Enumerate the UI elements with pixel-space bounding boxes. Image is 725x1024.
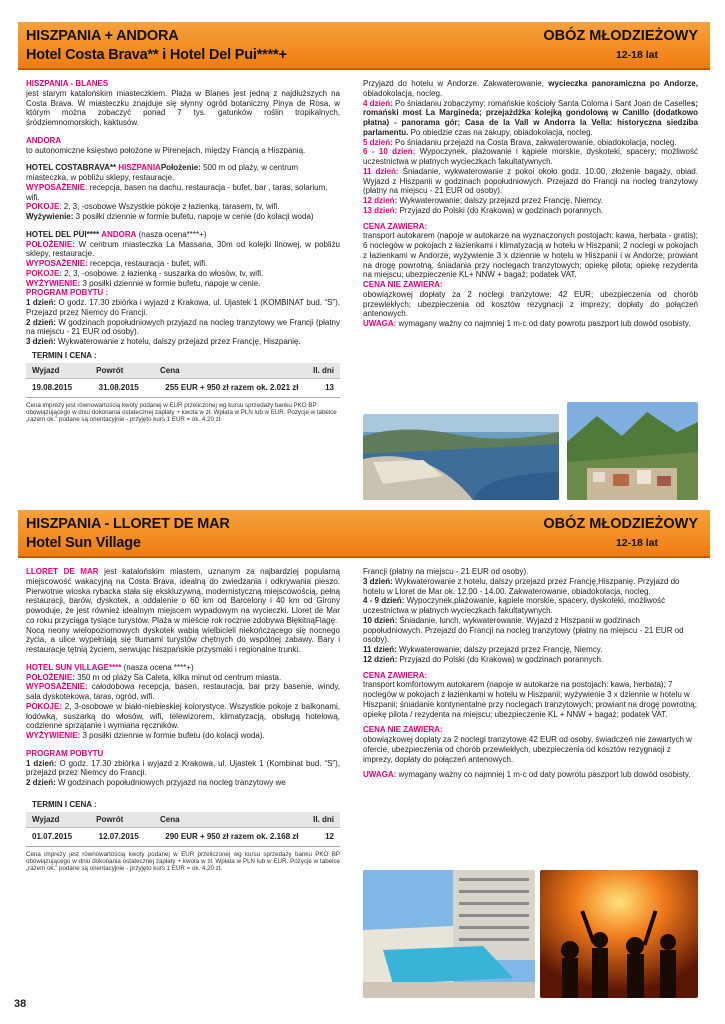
coast-city-photo xyxy=(363,414,559,500)
sv-pos-label: POŁOŻENIE: xyxy=(26,672,75,682)
s2-day2-label: 2 dzień: xyxy=(26,778,56,787)
s1-day12 xyxy=(363,196,698,206)
s2-day10-text: Śniadanie, lunch, wykwaterowanie. Wyjazd z Hiszpanii w godzinach popołudniowych. Przejazd do Francji na nocleg tranzytowy (płatny na miejscu - 21 EUR od osoby). xyxy=(363,615,684,645)
s2-warning xyxy=(363,770,698,780)
section2-title: HISZPANIA - LLORET DE MAR xyxy=(26,516,230,532)
andora-heading: ANDORA xyxy=(26,135,62,145)
term2-cell-wyjazd: 01.07.2015 xyxy=(32,832,73,842)
sun-village-position xyxy=(26,673,340,683)
hotel2-location: ANDORA xyxy=(101,229,137,239)
s2-day3 xyxy=(363,577,698,597)
s1-day3-text: Wykwaterowanie z hotelu, dalszy przejazd przez Francję, Hiszpanię. xyxy=(55,337,301,346)
hotel2-name: HOTEL DEL PUI**** xyxy=(26,229,100,239)
section1-camp-label: OBÓZ MŁODZIEŻOWY xyxy=(543,28,698,44)
sun-village-name: HOTEL SUN VILLAGE**** xyxy=(26,662,122,672)
term1-col-wyjazd: Wyjazd xyxy=(32,365,60,375)
term2-col-dni: Il. dni xyxy=(313,814,334,824)
s1-incl-heading: CENA ZAWIERA: xyxy=(363,221,428,231)
s2-day4-9-label: 4 - 9 dzień: xyxy=(363,596,405,606)
s2-day12 xyxy=(363,655,698,665)
blanes-heading: HISZPANIA - BLANES xyxy=(26,79,109,88)
andorra-mountains-photo xyxy=(567,402,698,500)
sv-room-label: POKOJE: xyxy=(26,701,63,711)
s1-warn-text: wymagany ważny co najmniej 1 m-c od daty powrotu paszport lub dowód osobisty. xyxy=(396,319,691,328)
s1-day4 xyxy=(363,99,698,138)
s1-day3 xyxy=(26,337,340,347)
sun-village-header xyxy=(26,663,340,673)
sun-village-equipment xyxy=(26,682,340,702)
disco-party-photo xyxy=(540,870,698,998)
s1-day2-label: 2 dzień: xyxy=(26,317,56,327)
s2-day2 xyxy=(26,778,340,788)
s2-day11-label: 11 dzień: xyxy=(363,645,397,654)
s1-r1-bold: wycieczka panoramiczna po Andorze, xyxy=(548,79,698,88)
s2-day12-label: 12 dzień: xyxy=(363,654,398,664)
sv-eq-label: WYPOSAŻENIE: xyxy=(26,682,88,692)
s1-r1-tail: obiadokolacja, nocleg. xyxy=(363,88,443,98)
hotel2-room: 2, 3, -osobowe. z łazienką - suszarka do włosów, tv, wifi. xyxy=(62,268,264,278)
s1-day4-tail: Po obiedzie czas na zakupy, obiadokolacja, nocleg. xyxy=(408,127,593,137)
term2-cell-cena: 290 EUR + 950 zł razem ok. 2.168 zł xyxy=(165,832,299,842)
s2-warn-label: UWAGA: xyxy=(363,770,397,780)
hotel2-rooms xyxy=(26,269,340,279)
s2-incl-text: transport komfortowym autokarem (napoje w autokarze na postojach: kawa, herbata); 7 noclegów w pokojach z łazienkami w hotelu w Hiszpanii; wyżywienie 3 x dziennie w hotelu w Hiszpanii; śniadanie kontynentalne przy noclegach tranzytowych; prowiant na drogę powrotną; opiekę pilota / rezydenta na miejscu; ubezpieczenie KL + NNW + bagaż; podatek VAT. xyxy=(363,680,697,719)
s1-warn-label: UWAGA: xyxy=(363,319,397,328)
hotel-pool-photo xyxy=(363,870,535,998)
hotel1-name: HOTEL COSTABRAVA** xyxy=(26,163,117,173)
section1-subtitle: Hotel Costa Brava** i Hotel Del Pui****+ xyxy=(26,47,287,63)
hotel1-food-text: 3 posiłki dziennie w formie bufetu, napoje w cenie (do kolacji woda) xyxy=(73,212,314,221)
term2-col-cena: Cena xyxy=(160,814,180,824)
term1-cell-powrot: 31.08.2015 xyxy=(98,383,139,393)
term2-row xyxy=(26,828,340,847)
s1-excl-heading: CENA NIE ZAWIERA: xyxy=(363,280,443,289)
hotel1-rooms xyxy=(26,202,340,212)
hotel1-location: HISZPANIA xyxy=(118,163,161,173)
s2-day11-text: Wykwaterowanie; dalszy przejazd przez Francję, Niemcy. xyxy=(396,645,603,654)
hotel2-food-label: WYŻYWIENIE: xyxy=(26,278,81,288)
term1-heading: TERMIN I CENA : xyxy=(32,350,97,360)
sv-room: 2, 3-osobowe w biało-niebieskiej kolorystyce. Wszystkie pokoje z balkonami, łodówką, suszarką do włosów, wifi, telewizorem, klimatyzacją, obsługą hotelową, codzienne sprzątanie i wymiana ręczników. xyxy=(26,701,340,731)
hotel1-room-label: POKOJE xyxy=(26,202,60,212)
s2-incl-heading: CENA ZAWIERA: xyxy=(363,670,428,680)
term1-row xyxy=(26,379,340,398)
term1-header-row xyxy=(26,363,340,380)
s1-day4-label: 4 dzień: xyxy=(363,98,393,108)
s1-day3-label: 3 dzień: xyxy=(26,337,56,346)
s1-day12-label: 12 dzień: xyxy=(363,196,398,205)
s2-day4-9-text: Wypoczynek,plażowanie, kąpiele morskie, spacery, dyskoteki, możliwość uczestnictwa w płatnych wycieczkach fakultatywnych. xyxy=(363,596,666,615)
s1-day11-label: 11 dzień: xyxy=(363,166,399,176)
section1-right-column xyxy=(363,79,698,409)
hotel1-room: : 2, 3, -osobowe Wszystkie pokoje z łazienką, tarasem, tv, wifi. xyxy=(59,202,280,212)
lloret-text2: Nocą neony wielopoziomowych dyskotek wabią wielbicieli niekończącego się nocnego życia, a ulice wypełniają się tłumami turystów chętnych do wspólnej zabawy. Bary i restauracje tętnią życiem, serwując hiszpańskie przysmaki i regionalne trunki. xyxy=(26,625,340,654)
term1-cell-cena: 255 EUR + 950 zł razem ok. 2.021 zł xyxy=(165,383,299,393)
section2-left-column xyxy=(26,567,340,987)
hotel2-rating: (nasza ocena****+) xyxy=(138,229,207,239)
s2-day1 xyxy=(26,759,340,779)
s1-day5-label: 5 dzień: xyxy=(363,137,393,147)
section2-banner xyxy=(18,510,710,558)
term2-cell-powrot: 12.07.2015 xyxy=(98,832,139,842)
s1-incl-text: transport autokarem (napoje w autokarze na wyznaczonych postojach: kawa, herbata - gratis); 6 noclegów w pokojach z łazienkami i klimatyzacją w hotelu w Hiszpanii; 2 noclegi w pokojach z łazienkami w Andorze; wyżywienie 3 x dziennie w hotelu w Hiszpanii i w Andorze; prowiant na drogę powrotną, śniadania przy noclegach tranzytowych; opiekę pilota; opiekę rezydenta na miejscu; ubezpieczenie KL+ NNW + bagaż; podatek VAT. xyxy=(363,231,698,280)
term2-header-row xyxy=(26,812,340,829)
program2-heading: PROGRAM POBYTU xyxy=(26,748,104,758)
lloret-text: jest katalońskim miastem, uznanym za najbardziej popularną miejscowość wakacyjną na Costa Brava, idealną do zwiedzania i odkrywania pieszo. Pierwotnie wioska rybacka stała się ekskluzywną, modernistyczną miejscowością, pełną restauracji, barów, dyskotek, a oddalenie o 60 km od Barcelony i 40 km od Girony powoduje, że jest również idealnym miejscem wypadowym na wycieczki. Lloret de Mar co roku przyciąga tysiące turystów. Plaża w mieście rok rocznie zdobywa BłękitnąFlagę. xyxy=(26,567,340,625)
s2-day11 xyxy=(363,645,698,655)
section2-right-column xyxy=(363,567,698,867)
section2-age-label: 12-18 lat xyxy=(615,537,658,549)
s1-day1-label: 1 dzień: xyxy=(26,298,57,307)
s1-day1-text: O godz. 17.30 zbiórka i wyjazd z Krakowa, ul. Ujastek 1 (KOMBINAT bud. “S”). Przejazd przez Niemcy do Francji. xyxy=(26,298,340,317)
hotel2-pos: W centrum miasteczka La Massana, 30m od kolejki linowej, w pobliżu sklepy, restauracje. xyxy=(26,239,340,259)
hotel2-food-text: 3 posiłki dziennie w formie bufetu, napoje w cenie. xyxy=(80,278,261,288)
s1-warning xyxy=(363,319,698,329)
hotel1-pos: 500 m od plaży, w centrum miasteczka, w pobliżu sklepy, restauracje. xyxy=(26,163,299,182)
sv-pos: 350 m od plaży Sa Caleta, kilka minut od centrum miasta. xyxy=(74,672,282,682)
section2-camp-label: OBÓZ MŁODZIEŻOWY xyxy=(543,516,698,532)
section1-title: HISZPANIA + ANDORA xyxy=(26,28,179,44)
term1-col-powrot: Powrót xyxy=(96,365,124,375)
term1-cell-dni: 13 xyxy=(325,383,334,393)
s2-day10-label: 10 dzień: xyxy=(363,615,398,625)
s1-day1 xyxy=(26,298,340,318)
s2-excl-heading: CENA NIE ZAWIERA: xyxy=(363,725,443,735)
term2-table xyxy=(26,812,340,848)
term2-heading: TERMIN I CENA : xyxy=(32,799,97,809)
page-number: 38 xyxy=(14,998,27,1010)
s1-day4-text: Po śniadaniu zobaczymy: romańskie kościoły Santa Coloma i Sant Joan de Caselle xyxy=(392,98,691,108)
s2-warn-text: wymagany ważny co najmniej 1 m-c od daty powrotu paszport lub dowód osobisty. xyxy=(396,770,691,780)
s1-day12-text: Wykwaterowanie; dalszy przejazd przez Francję, Niemcy. xyxy=(397,196,603,205)
blanes-text: jest starym katalońskim miasteczkiem. Plaża w Blanes jest jedną z najdłuższych na Costa Brava. W miasteczku znajduje się słynny ogród botaniczny Pinya de Rosa, w którym można zobaczyć ponad 7 tys. gatunków roślin tropikalnych, śródziemnomorskich, kaktusów. xyxy=(26,88,340,127)
hotel2-room-label: POKOJE: xyxy=(26,268,63,278)
s2-day3-text: Wykwaterowanie z hotelu, dalszy przejazd przez Francję,Hiszpanię. Przyjazd do hotelu w Lloret de Mar ok. 12.00 - 14.00. Zakwaterowanie, obiadokolacja, nocleg. xyxy=(363,576,680,596)
section1-left-column xyxy=(26,79,340,497)
sv-food: 3 posiłki dziennie w formie bufetu (do kolacji woda). xyxy=(80,731,265,740)
s1-day13-label: 13 dzień: xyxy=(363,205,398,215)
term1-col-cena: Cena xyxy=(160,365,180,375)
hotel1-food-label: Wyżywienie: xyxy=(26,212,74,221)
s2-day3-label: 3 dzień: xyxy=(363,576,393,586)
term2-col-wyjazd: Wyjazd xyxy=(32,814,60,824)
section2-subtitle: Hotel Sun Village xyxy=(26,535,141,551)
term1-cell-wyjazd: 19.08.2015 xyxy=(32,383,73,393)
hotel2-pos-label: POŁOŻENIE: xyxy=(26,239,75,249)
term1-col-dni: Il. dni xyxy=(313,365,334,375)
s2-day2-text: W godzinach popołudniowych przyjazd na nocleg tranzytowy we xyxy=(55,778,286,787)
s2-day1-text: O godz. 17.30 zbiórka i wyjazd z Krakowa, ul. Ujastek 1 (Kombinat bud. “S”), przejazd przez Niemcy do Francji. xyxy=(26,758,340,778)
s1-day13 xyxy=(363,206,698,216)
term2-note: Cena imprezy jest równowartością kwoty podanej w EUR przeliczonej wg kursu sprzedaży banku PKO BP obowiązującego w dniu dokonania ostatecznej zapłaty + kwota w zł. Wpłata w PLN lub w EUR. Pozycje w tabelce „razem ok.” podane są orientacyjnie - przyjęto kurs 1 EUR = ok. 4,20 zł. xyxy=(26,851,340,873)
hotel2-eq: recepcja, restauracja - bufet, wifi. xyxy=(87,259,208,268)
s2-day12-text: Przyjazd do Polski (do Krakowa) w godzinach porannych. xyxy=(397,654,604,664)
s2-day10 xyxy=(363,616,698,645)
section1-banner xyxy=(18,22,710,70)
s1-day6-10-label: 6 - 10 dzień: xyxy=(363,147,416,157)
s1-day2-text: W godzinach popołudniowych przyjazd na nocleg tranzytowy we Francji (płatny na miejscu - 21 EUR od osoby). xyxy=(26,317,340,337)
sv-eq: całodobowa recepcja, basen, restauracja, bar przy basenie, windy, sala dyskotekowa, taras, ogród, wifi. xyxy=(26,682,340,701)
term1-note: Cena imprezy jest równowartością kwoty podanej w EUR przeliczonej wg kursu sprzedaży banku PKO BP obowiązującego w dniu dokonania ostatecznej zapłaty + kwota w zł. Wpłata w PLN lub w EUR. Pozycje w tabelce „razem ok.” podane są orientacyjnie - przyjęto kurs 1 EUR = ok. 4,20 zł. xyxy=(26,402,337,424)
sun-village-rooms xyxy=(26,702,340,731)
s1-r1 xyxy=(363,79,698,99)
section1-age-label: 12-18 lat xyxy=(615,49,658,61)
s1-day13-text: Przyjazd do Polski (do Krakowa) w godzinach porannych. xyxy=(397,205,604,215)
hotel1-eq: : recepcja, basen na dachu, restauracja - bufet, bar , taras, solarium, wifi. xyxy=(26,182,328,202)
hotel2-position xyxy=(26,240,340,260)
s2-day4-9 xyxy=(363,596,698,616)
s1-excl-text: obowiązkowej dopłaty za 2 noclegi tranzytowe: 42 EUR; ubezpieczenia od chorób przewlekłych; ubezpieczenia od kosztów rezygnacji z imprezy; dopłaty do połączeń antenowych. xyxy=(363,289,698,319)
sun-village-food xyxy=(26,731,340,741)
s2-r1: Francji (płatny na miejscu - 21 EUR od osoby). xyxy=(363,567,529,576)
s1-day11 xyxy=(363,167,698,196)
sv-food-label: WYŻYWIENIE: xyxy=(26,731,81,740)
s1-r1-text: Przyjazd do hotelu w Andorze. Zakwaterowanie, xyxy=(363,79,549,88)
s2-day1-label: 1 dzień: xyxy=(26,758,57,768)
hotel1-eq-label: WYPOSAŻENIE xyxy=(26,182,86,192)
hotel2-header xyxy=(26,230,340,240)
s1-day11-text: Śniadanie, wykwaterowanie z pokoi około godz. 10.00, złożenie bagaży, obiad. Wyjazd z Hiszpanii w godzinach popołudniowych. Przejazd do Francji na nocleg tranzytowy (płatny na miejscu - 21 EUR od osoby). xyxy=(363,166,698,196)
sun-village-rating: (nasza ocena ****+) xyxy=(121,662,194,672)
lloret-heading: LLORET DE MAR xyxy=(26,567,99,576)
term1-table xyxy=(26,363,340,399)
s1-day6-10 xyxy=(363,147,698,167)
term2-cell-dni: 12 xyxy=(325,832,334,842)
program1-heading: PROGRAM POBYTU : xyxy=(26,288,109,298)
hotel1-equipment xyxy=(26,183,340,203)
hotel2-eq-label: WYPOSAŻENIE: xyxy=(26,259,88,268)
s1-day2 xyxy=(26,318,340,338)
s1-day6-10-text: Wypoczynek, plażowanie i kąpiele morskie, dyskoteki, spacery; możliwość uczestnictwa w płatnych wycieczkach fakultatywnych. xyxy=(363,147,698,166)
s1-day5 xyxy=(363,138,698,148)
hotel2-equipment xyxy=(26,259,340,269)
hotel1-header xyxy=(26,163,340,183)
s1-day4-bold: s; romański most La Margineda; przejażdżka kolejką gondolową w Canillo (dodatkowo płatna) - panorama gór; Casa de la Vall w Andorra la Vella: historyczna siedziba parlamentu. xyxy=(363,98,698,137)
hotel1-food xyxy=(26,212,340,222)
term2-col-powrot: Powrót xyxy=(96,814,124,824)
hotel1-pos-label: Położenie: xyxy=(160,163,201,173)
andora-text: to autonomiczne księstwo położone w Pirenejach, między Francją a Hiszpanią. xyxy=(26,145,306,155)
hotel2-food xyxy=(26,279,340,289)
s2-excl-text: obowiązkowej dopłaty za 2 noclegi tranzytowe 42 EUR od osoby, świadczeń nie zawartych w ofercie, ubezpieczenia od chorób przewlekłych, ubezpieczenia od kosztów rezygnacji z imprezy, dopłaty do połączeń antenowych. xyxy=(363,735,692,764)
s1-day5-text: Po śniadaniu przejazd na Costa Brava, zakwaterowanie, obiadokolacja, nocleg. xyxy=(392,137,677,147)
lloret-intro xyxy=(26,567,340,626)
